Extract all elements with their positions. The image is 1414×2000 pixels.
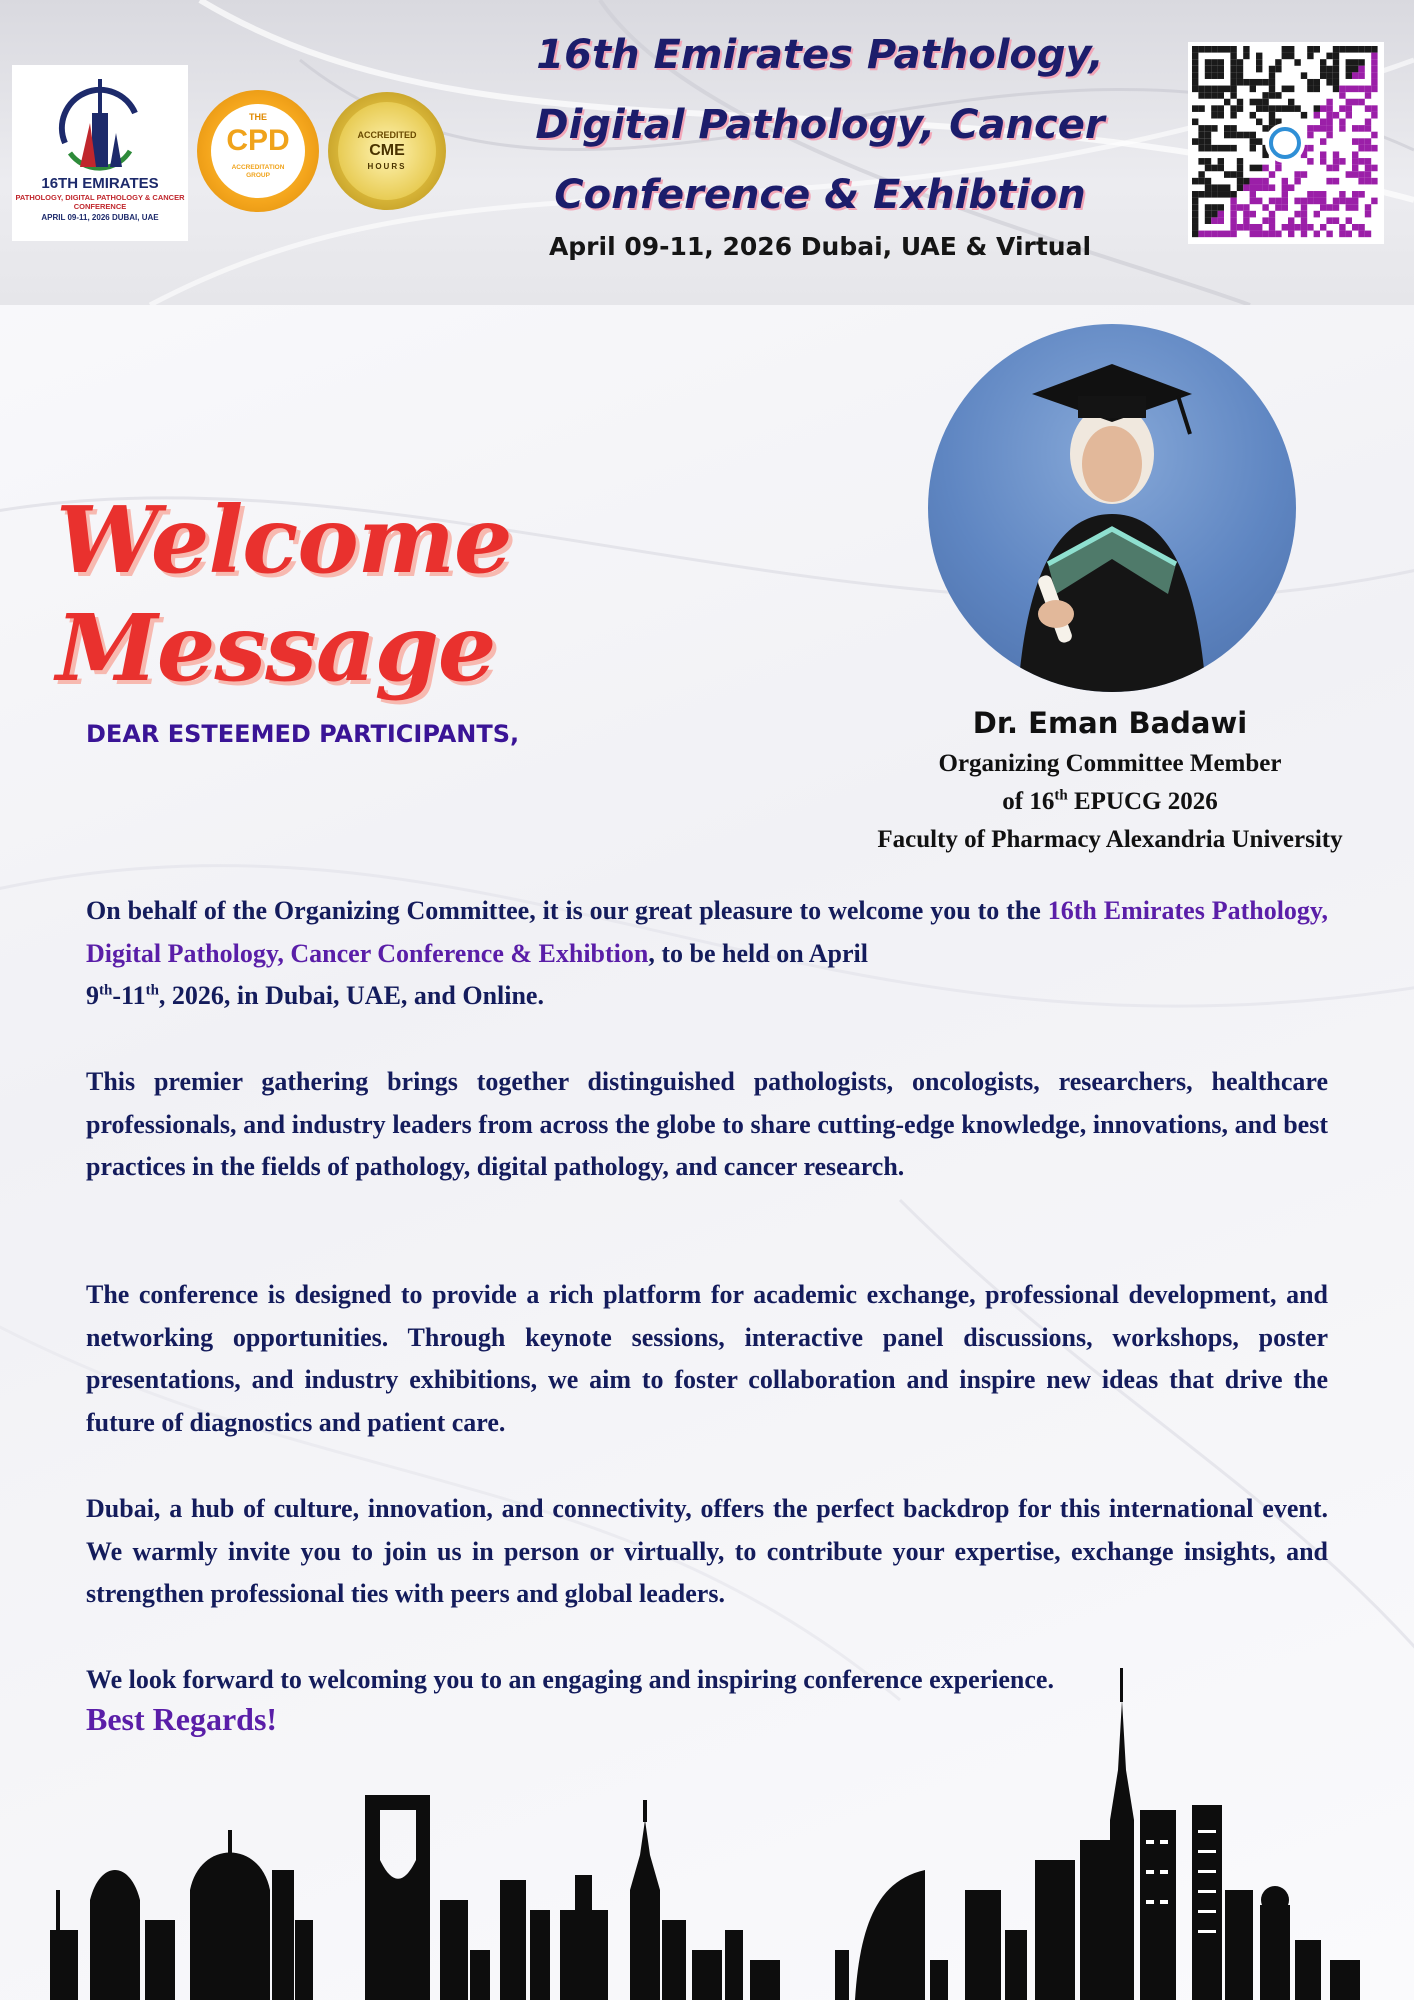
- intro-day-start: 9: [86, 981, 99, 1011]
- intro-sup1: th: [99, 982, 113, 999]
- cpd-badge-main: CPD: [226, 124, 290, 157]
- conference-date-line: April 09-11, 2026 Dubai, UAE & Virtual: [548, 232, 1092, 261]
- cme-badge-bottom: HOURS: [367, 162, 407, 171]
- paragraph-platform: The conference is designed to provide a rich platform for academic exchange, professional development, and networking opportunities. Through keynote sessions, interactive panel discussions, workshops, poster presentations, and industry exhibitions, we aim to foster collaboration and inspire new ideas that drive the future of diagnostics and patient care.: [86, 1280, 1328, 1438]
- intro-text-after: , to be held on April: [648, 938, 868, 968]
- cme-badge: [328, 92, 446, 210]
- speaker-edition-suffix: EPUCG 2026: [1067, 788, 1218, 815]
- city-skyline-icon: [0, 1660, 1414, 2000]
- speaker-affiliation: Faculty of Pharmacy Alexandria University: [877, 826, 1343, 853]
- paragraph-intro: [86, 890, 1328, 1018]
- conference-logo: [12, 65, 188, 241]
- cpd-badge-top: THE: [249, 112, 267, 122]
- salutation: DEAR ESTEEMED PARTICIPANTS,: [86, 720, 520, 748]
- intro-text: On behalf of the Organizing Committee, it is our great pleasure to welcome you to the: [86, 896, 1048, 925]
- cpd-badge-bottom: ACCREDITATION GROUP: [231, 164, 285, 179]
- closing-regards: Best Regards!: [86, 1701, 278, 1737]
- welcome-heading: Welcome Message: [56, 486, 512, 702]
- speaker-edition-sup: th: [1054, 787, 1068, 804]
- speaker-name: Dr. Eman Badawi: [972, 706, 1248, 740]
- logo-title: 16TH EMIRATES: [41, 175, 159, 192]
- logo-subtitle: PATHOLOGY, DIGITAL PATHOLOGY & CANCER CONFERENCE: [15, 193, 185, 211]
- conference-name-highlight: 16th Emirates Pathology, Digital Pathology, Cancer Conference & Exhibtion: [86, 896, 1328, 968]
- cme-badge-top: ACCREDITED: [357, 130, 417, 140]
- conference-title: 16th Emirates Pathology, Digital Pathology, Cancer Conference & Exhibtion: [535, 32, 1105, 218]
- logo-date: APRIL 09-11, 2026 DUBAI, UAE: [41, 213, 159, 222]
- header-banner: [0, 0, 1414, 305]
- qr-code[interactable]: [1188, 42, 1384, 244]
- speaker-role: Organizing Committee Member: [938, 750, 1282, 777]
- intro-day-sep: -11: [112, 981, 146, 1011]
- paragraph-gathering: This premier gathering brings together distinguished pathologists, oncologists, researchers, healthcare professionals, and industry leaders from across the globe to share cutting-edge knowledge, innovations, and best practices in the fields of pathology, digital pathology, and cancer research.: [86, 1067, 1328, 1182]
- speaker-photo: [928, 324, 1296, 692]
- cpd-badge: [197, 90, 319, 212]
- intro-sup2: th: [145, 982, 159, 999]
- speaker-edition: [830, 788, 1390, 816]
- cme-badge-main: CME: [369, 142, 405, 159]
- graduate-portrait-icon: [928, 324, 1296, 692]
- paragraph-dubai: Dubai, a hub of culture, innovation, and connectivity, offers the perfect backdrop for this international event. We warmly invite you to join us in person or virtually, to contribute your expertise, exchange insights, and strengthen professional ties with peers and global leaders.: [86, 1494, 1328, 1609]
- dubai-tower-logo-icon: [50, 73, 150, 173]
- intro-tail: , 2026, in Dubai, UAE, and Online.: [158, 981, 544, 1011]
- qr-code-icon: [1192, 46, 1380, 240]
- speaker-edition-prefix: of 16: [1002, 788, 1055, 815]
- paragraph-closing: We look forward to welcoming you to an engaging and inspiring conference experience.: [86, 1665, 1054, 1694]
